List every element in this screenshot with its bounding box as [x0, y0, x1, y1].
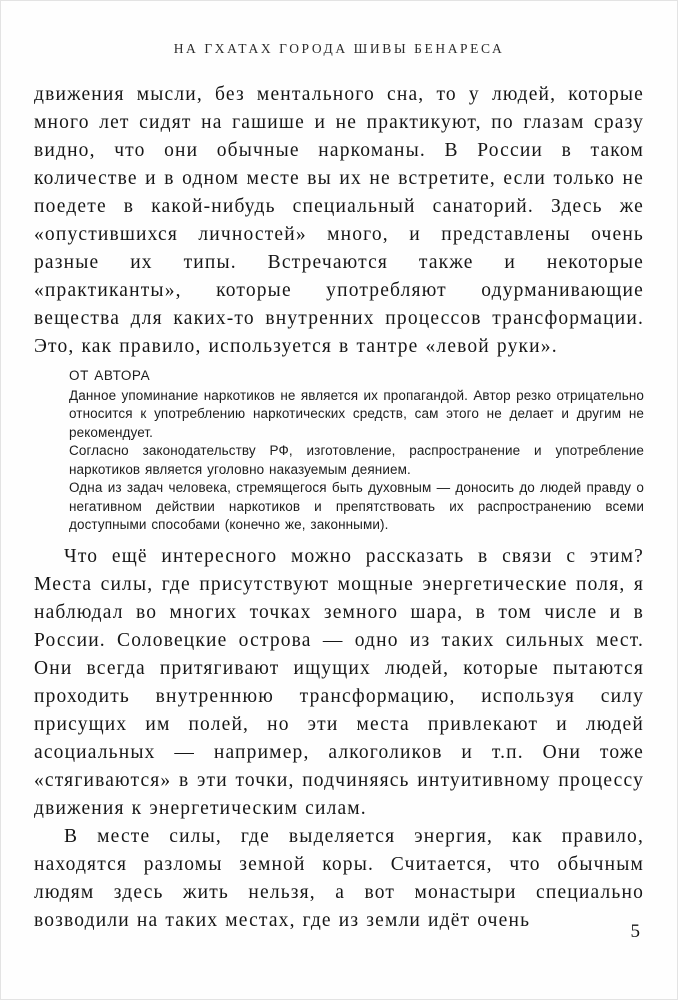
page-body-text	[34, 81, 644, 935]
running-head: НА ГХАТАХ ГОРОДА ШИВЫ БЕНАРЕСА	[173, 41, 505, 56]
author-note-title: ОТ АВТОРА	[69, 368, 151, 383]
author-note-paragraph: Данное упоминание наркотиков не является их пропагандой. Автор резко отрицательно относится к употреблению наркотических средств, сам этого не делает и другим не рекомендует.	[69, 387, 644, 440]
author-note-paragraph: Одна из задач человека, стремящегося быть духовным — доносить до людей правду о негативном действии наркотиков и препятствовать их распространению всеми доступными способами (конечно же, законными).	[69, 480, 644, 532]
page-number: 5	[630, 921, 640, 942]
body-paragraph: В месте силы, где выделяется энергия, как правило, находятся разломы земной коры. Считается, что обычным людям здесь жить нельзя, а вот монастыри специально возводили на таких местах, где из земли идёт очень	[34, 825, 644, 931]
author-note	[69, 367, 644, 535]
body-paragraph-continuation: движения мысли, без ментального сна, то у людей, которые много лет сидят на гашише и не практикуют, по глазам сразу видно, что они обычные наркоманы. В России в таком количестве и в одном месте вы их не встретите, если только не поедете в какой-нибудь специальный санаторий. Здесь же «опустившихся личностей» много, и представлены очень разные их типы. Встречаются также и некоторые «практиканты», которые употребляют одурманивающие вещества для каких-то внутренних процессов трансформации. Это, как правило, используется в тантре «левой руки».	[34, 84, 644, 357]
body-paragraph: Что ещё интересного можно рассказать в связи с этим? Места силы, где присутствуют мощные энергетические поля, я наблюдал во многих точках земного шара, в том числе и в России. Соловецкие острова — одно из таких сильных мест. Они всегда притягивают ищущих людей, которые пытаются проходить внутреннюю трансформацию, используя силу присущих им полей, но эти места привлекают и людей асоциальных — например, алкоголиков и т.п. Они тоже «стягиваются» в эти точки, подчиняясь интуитивному процессу движения к энергетическим силам.	[34, 545, 644, 819]
author-note-paragraph: Согласно законодательству РФ, изготовление, распространение и употребление наркотиков является уголовно наказуемым деянием.	[69, 443, 644, 477]
